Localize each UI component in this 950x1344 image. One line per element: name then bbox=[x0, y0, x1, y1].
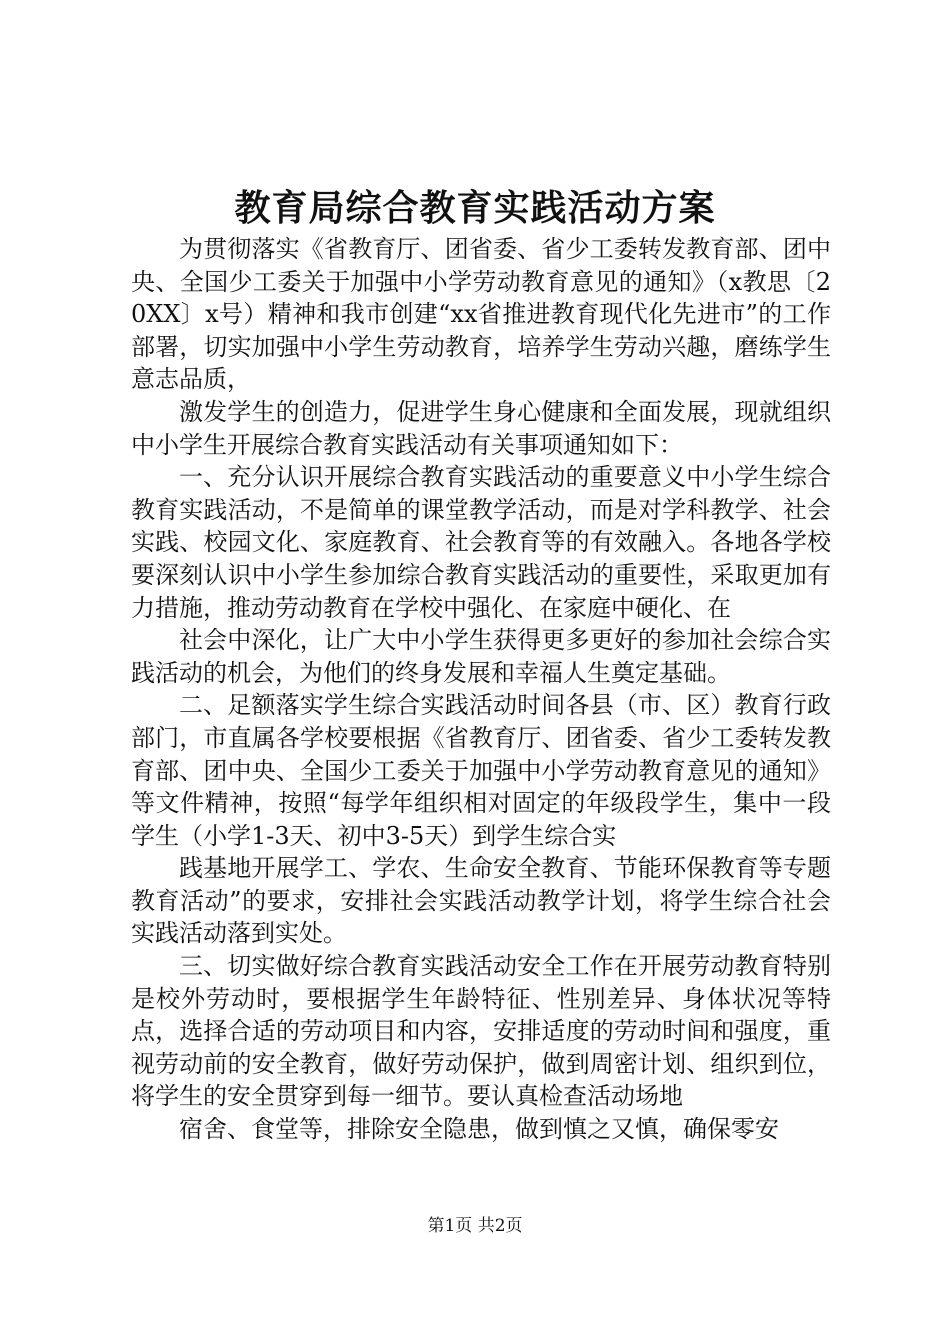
body-paragraph: 宿舍、食堂等，排除安全隐患，做到慎之又慎，确保零安 bbox=[179, 1115, 779, 1144]
body-paragraph: 践基地开展学工、学农、生命安全教育、节能环保教育等专题教育活动”的要求，安排社会实践活动教学计划，将学生综合社会实践活动落到实处。 bbox=[131, 854, 831, 948]
page-number-footer: 第1页 共2页 bbox=[427, 1216, 523, 1236]
body-paragraph: 三、切实做好综合教育实践活动安全工作在开展劳动教育特别是校外劳动时，要根据学生年龄特征、性别差异、身体状况等特点，选择合适的劳动项目和内容，安排适度的劳动时间和强度，重视劳动前的安全教育，做好劳动保护，做到周密计划、组织到位，将学生的安全贯穿到每一细节。要认真检查活动场地 bbox=[131, 952, 831, 1111]
body-paragraph: 激发学生的创造力，促进学生身心健康和全面发展，现就组织中小学生开展综合教育实践活动有关事项通知如下： bbox=[131, 397, 831, 459]
body-paragraph: 二、足额落实学生综合实践活动时间各县（市、区）教育行政部门，市直属各学校要根据《省教育厅、团省委、省少工委转发教育部、团中央、全国少工委关于加强中小学劳动教育意见的通知》等文件精神，按照“每学年组织相对固定的年级段学生，集中一段学生（小学1-3天、初中3-5天）到学生综合实 bbox=[131, 691, 831, 850]
body-paragraph: 为贯彻落实《省教育厅、团省委、省少工委转发教育部、团中央、全国少工委关于加强中小学劳动教育意见的通知》（x教思〔20XX〕x号）精神和我市创建“xx省推进教育现代化先进市”的工作部署，切实加强中小学生劳动教育，培养学生劳动兴趣，磨练学生意志品质， bbox=[131, 235, 831, 394]
body-paragraph: 一、充分认识开展综合教育实践活动的重要意义中小学生综合教育实践活动，不是简单的课堂教学活动，而是对学科教学、社会实践、校园文化、家庭教育、社会教育等的有效融入。各地各学校要深刻认识中小学生参加综合教育实践活动的重要性，采取更加有力措施，推动劳动教育在学校中强化、在家庭中硬化、在 bbox=[131, 463, 831, 622]
document-body bbox=[131, 233, 831, 1146]
document-title: 教育局综合教育实践活动方案 bbox=[234, 187, 716, 229]
body-paragraph: 社会中深化，让广大中小学生获得更多更好的参加社会综合实践活动的机会，为他们的终身发展和幸福人生奠定基础。 bbox=[131, 626, 831, 687]
